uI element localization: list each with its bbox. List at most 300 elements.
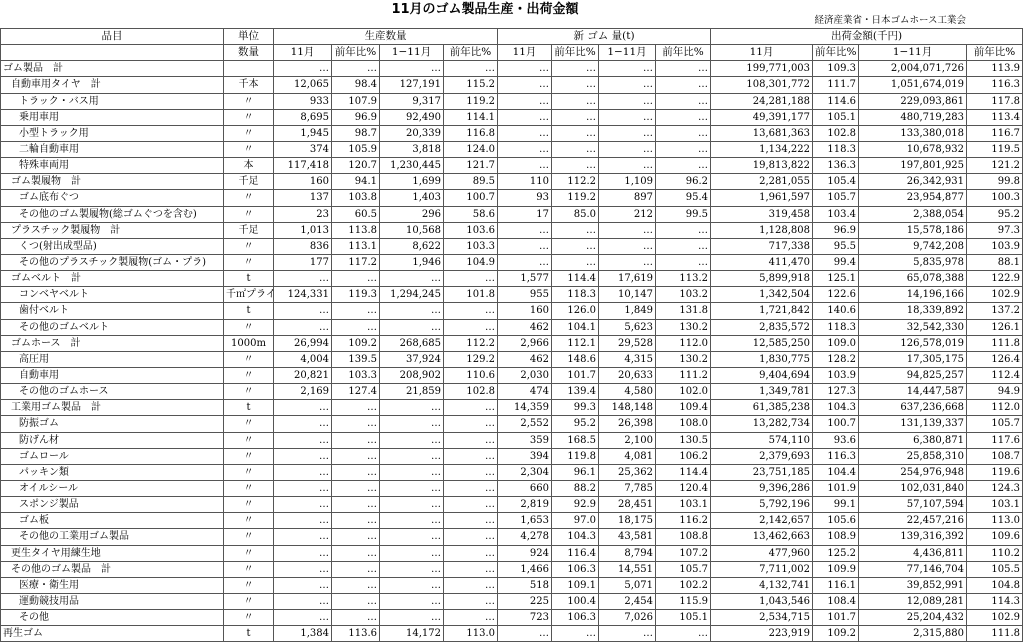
row-item-name: 医療・衛生用 (1, 577, 224, 593)
row-value: … (498, 222, 552, 238)
row-value: 103.1 (967, 497, 1023, 513)
row-value: 8,622 (380, 238, 444, 254)
table-row (1, 206, 1023, 222)
row-value: … (599, 77, 656, 93)
row-item-name: 乗用車用 (1, 109, 224, 125)
table-row (1, 577, 1023, 593)
row-value: … (552, 93, 599, 109)
header-prod-ytd: 1−11月 (380, 45, 444, 61)
row-value: 114.4 (656, 464, 711, 480)
row-value: 94,825,257 (859, 367, 967, 383)
row-value: 116.3 (813, 448, 859, 464)
row-value: 102.2 (656, 577, 711, 593)
row-value: 113.4 (967, 109, 1023, 125)
row-value: 8,794 (599, 545, 656, 561)
row-item-name: くつ(射出成型品) (1, 238, 224, 254)
source-credit: 経済産業省・日本ゴムホース工業会 (814, 15, 966, 26)
table-row (1, 384, 1023, 400)
header-prod-m11: 11月 (274, 45, 332, 61)
row-value: 359 (498, 432, 552, 448)
row-value: 99.4 (813, 254, 859, 270)
row-value: … (656, 254, 711, 270)
header-row-1 (1, 29, 1023, 45)
row-unit: 本 (224, 158, 274, 174)
row-value: 113.0 (967, 513, 1023, 529)
row-value: 105.9 (332, 141, 380, 157)
row-item-name: トラック・バス用 (1, 93, 224, 109)
row-value: … (444, 480, 498, 496)
row-unit: 〃 (224, 384, 274, 400)
row-value: … (274, 480, 332, 496)
row-value: 119.3 (332, 287, 380, 303)
row-value: 99.5 (656, 206, 711, 222)
row-value: 125.1 (813, 271, 859, 287)
row-value: 114.6 (813, 93, 859, 109)
row-value: 20,633 (599, 367, 656, 383)
row-unit: 千本 (224, 77, 274, 93)
row-value: 119.5 (967, 141, 1023, 157)
row-value: … (274, 432, 332, 448)
row-value: 37,924 (380, 351, 444, 367)
row-value: … (274, 464, 332, 480)
row-value: … (274, 561, 332, 577)
row-value: 836 (274, 238, 332, 254)
row-unit: 〃 (224, 206, 274, 222)
row-value: … (274, 593, 332, 609)
header-ship-ytd-yoy: 前年比% (967, 45, 1023, 61)
row-value: 117.6 (967, 432, 1023, 448)
row-value: … (380, 529, 444, 545)
table-row (1, 351, 1023, 367)
row-item-name: ゴム製品 計 (1, 61, 224, 77)
row-item-name: 小型トラック用 (1, 125, 224, 141)
table-row (1, 287, 1023, 303)
row-unit (224, 61, 274, 77)
row-value: 96.9 (813, 222, 859, 238)
row-value: 897 (599, 190, 656, 206)
row-unit: 〃 (224, 351, 274, 367)
row-value: 49,391,177 (711, 109, 813, 125)
row-value: 115.9 (656, 593, 711, 609)
row-value: 117.8 (967, 93, 1023, 109)
row-value: 103.1 (656, 497, 711, 513)
row-unit: 千足 (224, 174, 274, 190)
table-row (1, 513, 1023, 529)
table-row (1, 303, 1023, 319)
row-value: … (498, 254, 552, 270)
row-item-name: 二輪自動車用 (1, 141, 224, 157)
row-value: 2,835,572 (711, 319, 813, 335)
row-value: 9,396,286 (711, 480, 813, 496)
row-value: 14,551 (599, 561, 656, 577)
table-row (1, 545, 1023, 561)
row-value: … (444, 432, 498, 448)
row-item-name: その他 (1, 610, 224, 626)
row-value: 4,132,741 (711, 577, 813, 593)
row-value: 119.2 (552, 190, 599, 206)
row-item-name: ゴムロール (1, 448, 224, 464)
row-value: 20,339 (380, 125, 444, 141)
table-row (1, 480, 1023, 496)
header-prod-ytd-yoy: 前年比% (444, 45, 498, 61)
row-value: 108.8 (656, 529, 711, 545)
row-item-name: パッキン類 (1, 464, 224, 480)
row-value: 105.7 (813, 190, 859, 206)
row-value: … (332, 61, 380, 77)
row-value: 29,528 (599, 335, 656, 351)
row-value: 933 (274, 93, 332, 109)
row-unit: 〃 (224, 125, 274, 141)
row-value: 109.1 (552, 577, 599, 593)
header-rub-ytd-yoy: 前年比% (656, 45, 711, 61)
row-value: 109.2 (813, 626, 859, 642)
row-unit: 〃 (224, 577, 274, 593)
table-row (1, 400, 1023, 416)
row-value: … (656, 158, 711, 174)
header-rub-ytd: 1−11月 (599, 45, 656, 61)
row-value: 112.2 (552, 174, 599, 190)
row-value: 122.9 (967, 271, 1023, 287)
row-value: 104.3 (813, 400, 859, 416)
row-value: … (274, 416, 332, 432)
row-value: 130.2 (656, 319, 711, 335)
row-value: 1,466 (498, 561, 552, 577)
row-value: 1,134,222 (711, 141, 813, 157)
row-value: 12,585,250 (711, 335, 813, 351)
row-value: … (444, 303, 498, 319)
header-ship-m11: 11月 (711, 45, 813, 61)
row-value: 65,078,388 (859, 271, 967, 287)
row-item-name: ゴムホース 計 (1, 335, 224, 351)
table-row (1, 141, 1023, 157)
row-value: 112.0 (656, 335, 711, 351)
row-item-name: 高圧用 (1, 351, 224, 367)
header-row-2 (1, 45, 1023, 61)
row-value: … (444, 593, 498, 609)
row-value: 115.2 (444, 77, 498, 93)
row-value: 14,172 (380, 626, 444, 642)
row-unit: 〃 (224, 529, 274, 545)
row-value: … (552, 61, 599, 77)
row-value: … (552, 109, 599, 125)
row-value: … (380, 432, 444, 448)
row-value: 1,043,546 (711, 593, 813, 609)
row-value: 102,031,840 (859, 480, 967, 496)
row-value: 137 (274, 190, 332, 206)
row-value: 9,404,694 (711, 367, 813, 383)
table-body (1, 61, 1023, 642)
row-value: 104.1 (552, 319, 599, 335)
row-value: 127.3 (813, 384, 859, 400)
row-value: … (380, 593, 444, 609)
row-value: 111.7 (813, 77, 859, 93)
row-value: 14,196,166 (859, 287, 967, 303)
header-rub-m11: 11月 (498, 45, 552, 61)
row-value: 98.4 (332, 77, 380, 93)
row-value: 2,966 (498, 335, 552, 351)
header-rub-yoy: 前年比% (552, 45, 599, 61)
row-value: 130.5 (656, 432, 711, 448)
row-value: … (444, 271, 498, 287)
header-rubber: 新 ゴム 量(t) (498, 29, 711, 45)
row-value: 120.4 (656, 480, 711, 496)
row-value: 1,230,445 (380, 158, 444, 174)
row-value: … (599, 61, 656, 77)
table-row (1, 125, 1023, 141)
row-value: … (274, 400, 332, 416)
row-value: 296 (380, 206, 444, 222)
row-value: 96.9 (332, 109, 380, 125)
row-item-name: オイルシール (1, 480, 224, 496)
row-value: 114.1 (444, 109, 498, 125)
row-value: 1,128,808 (711, 222, 813, 238)
row-value: 109.2 (332, 335, 380, 351)
row-value: 118.3 (552, 287, 599, 303)
row-value: … (498, 93, 552, 109)
row-value: 126.1 (967, 319, 1023, 335)
row-item-name: 再生ゴム (1, 626, 224, 642)
row-unit: t (224, 626, 274, 642)
row-value: 97.0 (552, 513, 599, 529)
row-value: … (656, 109, 711, 125)
row-value: 112.4 (967, 367, 1023, 383)
row-value: 462 (498, 319, 552, 335)
row-unit: 〃 (224, 561, 274, 577)
row-value: 88.1 (967, 254, 1023, 270)
row-value: 121.2 (967, 158, 1023, 174)
row-item-name: その他の工業用ゴム製品 (1, 529, 224, 545)
row-value: 119.6 (967, 464, 1023, 480)
row-value: … (444, 497, 498, 513)
row-value: … (498, 77, 552, 93)
row-value: 128.2 (813, 351, 859, 367)
row-unit: 〃 (224, 141, 274, 157)
row-value: 108.4 (813, 593, 859, 609)
row-unit: 〃 (224, 432, 274, 448)
row-value: 104.4 (813, 464, 859, 480)
row-value: 112.1 (552, 335, 599, 351)
header-prod-yoy: 前年比% (332, 45, 380, 61)
row-value: 95.2 (552, 416, 599, 432)
row-value: 19,813,822 (711, 158, 813, 174)
row-value: 113.9 (967, 61, 1023, 77)
row-value: 1,384 (274, 626, 332, 642)
row-item-name: コンベヤベルト (1, 287, 224, 303)
row-value: … (380, 448, 444, 464)
row-unit: 〃 (224, 497, 274, 513)
row-value: 208,902 (380, 367, 444, 383)
row-value: 1,294,245 (380, 287, 444, 303)
row-value: 116.1 (813, 577, 859, 593)
row-value: 1,830,775 (711, 351, 813, 367)
row-value: … (274, 577, 332, 593)
row-value: 100.7 (444, 190, 498, 206)
row-value: 109.9 (813, 561, 859, 577)
row-value: … (656, 93, 711, 109)
row-value: … (656, 238, 711, 254)
row-item-name: ゴムベルト 計 (1, 271, 224, 287)
row-item-name: 運動競技用品 (1, 593, 224, 609)
table-row (1, 432, 1023, 448)
row-value: … (380, 561, 444, 577)
row-item-name: 特殊車両用 (1, 158, 224, 174)
row-value: … (380, 480, 444, 496)
row-value: … (552, 141, 599, 157)
row-value: 474 (498, 384, 552, 400)
row-value: 10,678,932 (859, 141, 967, 157)
row-value: 117.2 (332, 254, 380, 270)
row-value: 254,976,948 (859, 464, 967, 480)
row-value: 229,093,861 (859, 93, 967, 109)
row-value: 139,316,392 (859, 529, 967, 545)
row-value: … (274, 529, 332, 545)
row-value: 96.1 (552, 464, 599, 480)
row-value: 139.5 (332, 351, 380, 367)
row-value: 61,385,238 (711, 400, 813, 416)
row-value: 103.3 (332, 367, 380, 383)
row-value: 1,699 (380, 174, 444, 190)
row-value: … (498, 61, 552, 77)
row-value: 106.3 (552, 610, 599, 626)
row-value: 5,899,918 (711, 271, 813, 287)
row-value: 94.1 (332, 174, 380, 190)
row-value: … (552, 626, 599, 642)
row-value: … (599, 238, 656, 254)
row-value: 137.2 (967, 303, 1023, 319)
row-value: … (332, 480, 380, 496)
table-row (1, 190, 1023, 206)
row-value: 119.2 (444, 93, 498, 109)
row-value: 109.6 (967, 529, 1023, 545)
row-value: 77,146,704 (859, 561, 967, 577)
row-value: 111.8 (967, 626, 1023, 642)
row-value: … (498, 158, 552, 174)
row-value: 717,338 (711, 238, 813, 254)
row-value: … (274, 513, 332, 529)
row-value: 124,331 (274, 287, 332, 303)
row-item-name: プラスチック製履物 計 (1, 222, 224, 238)
row-unit: 〃 (224, 254, 274, 270)
row-value: … (656, 61, 711, 77)
row-value: … (552, 158, 599, 174)
table-row (1, 367, 1023, 383)
row-value: 480,719,283 (859, 109, 967, 125)
row-value: … (444, 529, 498, 545)
row-value: 57,107,594 (859, 497, 967, 513)
row-value: 2,552 (498, 416, 552, 432)
row-value: 104.8 (967, 577, 1023, 593)
row-value: 2,281,055 (711, 174, 813, 190)
row-value: 106.3 (552, 561, 599, 577)
row-value: … (274, 545, 332, 561)
row-value: … (656, 626, 711, 642)
row-value: … (444, 448, 498, 464)
row-value: 924 (498, 545, 552, 561)
row-value: 462 (498, 351, 552, 367)
row-value: 112.2 (444, 335, 498, 351)
row-value: … (599, 158, 656, 174)
row-value: 103.2 (656, 287, 711, 303)
row-value: … (274, 271, 332, 287)
row-item-name: 自動車用 (1, 367, 224, 383)
row-value: 25,204,432 (859, 610, 967, 626)
row-value: 92.9 (552, 497, 599, 513)
row-value: … (599, 141, 656, 157)
row-value: … (274, 448, 332, 464)
row-value: 140.6 (813, 303, 859, 319)
row-unit: 〃 (224, 109, 274, 125)
row-value: … (332, 416, 380, 432)
row-value: 60.5 (332, 206, 380, 222)
row-value: … (444, 61, 498, 77)
row-value: … (332, 513, 380, 529)
row-value: 104.9 (444, 254, 498, 270)
row-value: 197,801,925 (859, 158, 967, 174)
row-value: 94.9 (967, 384, 1023, 400)
row-value: … (274, 319, 332, 335)
row-unit: 1000m (224, 335, 274, 351)
row-value: 518 (498, 577, 552, 593)
row-unit: 千㎡プライ (224, 287, 274, 303)
row-unit: 〃 (224, 513, 274, 529)
row-value: 1,403 (380, 190, 444, 206)
row-unit: 〃 (224, 448, 274, 464)
row-value: 4,315 (599, 351, 656, 367)
row-value: … (444, 416, 498, 432)
row-value: 14,359 (498, 400, 552, 416)
row-value: … (332, 464, 380, 480)
row-value: 110.2 (967, 545, 1023, 561)
row-value: 120.7 (332, 158, 380, 174)
row-item-name: 自動車用タイヤ 計 (1, 77, 224, 93)
row-value: … (332, 577, 380, 593)
row-value: 13,681,363 (711, 125, 813, 141)
row-value: 20,821 (274, 367, 332, 383)
row-item-name: その他のゴムベルト (1, 319, 224, 335)
row-value: … (552, 254, 599, 270)
row-value: 85.0 (552, 206, 599, 222)
row-value: 24,281,188 (711, 93, 813, 109)
row-value: … (332, 561, 380, 577)
header-shipment: 出荷金額(千円) (711, 29, 1023, 45)
row-value: … (656, 125, 711, 141)
row-value: 102.8 (813, 125, 859, 141)
row-value: 2,142,657 (711, 513, 813, 529)
row-value: 95.5 (813, 238, 859, 254)
row-value: 12,065 (274, 77, 332, 93)
row-value: 105.1 (813, 109, 859, 125)
header-qty: 数量 (224, 45, 274, 61)
row-value: 131.8 (656, 303, 711, 319)
row-value: 109.4 (656, 400, 711, 416)
table-row (1, 238, 1023, 254)
table-row (1, 319, 1023, 335)
page-title: 11月のゴム製品生産・出荷金額 (391, 2, 579, 17)
row-value: 3,818 (380, 141, 444, 157)
row-unit: 〃 (224, 610, 274, 626)
row-value: 637,236,668 (859, 400, 967, 416)
row-value: 100.7 (813, 416, 859, 432)
table-row (1, 626, 1023, 642)
row-value: 32,542,330 (859, 319, 967, 335)
row-item-name: ゴム底布ぐつ (1, 190, 224, 206)
row-value: 1,849 (599, 303, 656, 319)
row-value: 10,147 (599, 287, 656, 303)
row-value: 99.1 (813, 497, 859, 513)
row-value: 7,711,002 (711, 561, 813, 577)
row-value: 2,030 (498, 367, 552, 383)
row-item-name: 歯付ベルト (1, 303, 224, 319)
